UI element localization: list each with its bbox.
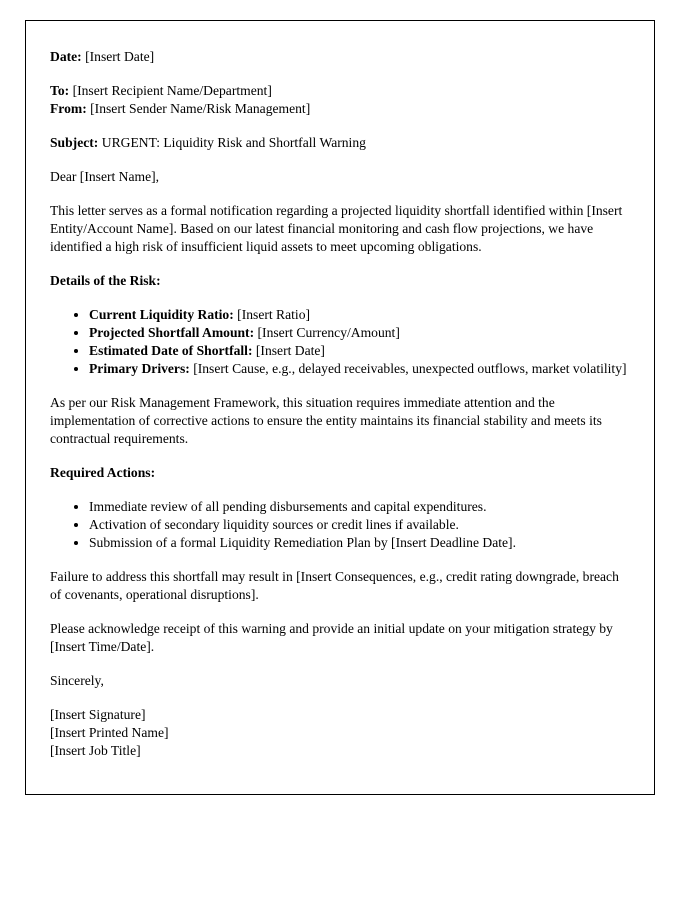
risk-details-list xyxy=(50,306,630,378)
risk-item-label: Projected Shortfall Amount: xyxy=(89,325,255,340)
list-item xyxy=(89,324,630,342)
list-item: • Immediate review of all pending disbursements and capital expenditures. xyxy=(89,498,630,516)
list-item xyxy=(89,360,630,378)
from-label: From: xyxy=(50,101,87,116)
list-item: • Activation of secondary liquidity sources or credit lines if available. xyxy=(89,516,630,534)
risk-item-text: [Insert Cause, e.g., delayed receivables, unexpected outflows, market volatility] xyxy=(193,361,627,376)
subject-value: URGENT: Liquidity Risk and Shortfall Warning xyxy=(101,135,366,150)
list-item xyxy=(89,306,630,324)
required-actions-list xyxy=(50,498,630,552)
salutation: Dear [Insert Name], xyxy=(50,169,160,184)
printed-name-line: [Insert Printed Name] xyxy=(50,725,169,740)
risk-item-text: [Insert Ratio] xyxy=(237,307,311,322)
subject-label: Subject: xyxy=(50,135,99,150)
risk-details-heading: Details of the Risk: xyxy=(50,273,161,288)
list-item: • Submission of a formal Liquidity Remediation Plan by [Insert Deadline Date]. xyxy=(89,534,630,552)
to-label: To: xyxy=(50,83,70,98)
closing: Sincerely, xyxy=(50,673,104,688)
letter-page xyxy=(25,20,655,795)
risk-item-label: Current Liquidity Ratio: xyxy=(89,307,234,322)
risk-item-text: [Insert Currency/Amount] xyxy=(257,325,400,340)
date-value: [Insert Date] xyxy=(85,49,155,64)
framework-paragraph: As per our Risk Management Framework, this situation requires immediate attention and the implementation of corrective actions to ensure the entity maintains its financial stability and meets its contractual requirements. xyxy=(50,395,602,446)
signature-block xyxy=(50,706,630,760)
signature-line: [Insert Signature] xyxy=(50,707,146,722)
risk-item-label: Estimated Date of Shortfall: xyxy=(89,343,253,358)
recipient-block xyxy=(50,82,630,118)
date-label: Date: xyxy=(50,49,82,64)
consequences-paragraph: Failure to address this shortfall may result in [Insert Consequences, e.g., credit rating downgrade, breach of covenants, operational disruptions]. xyxy=(50,569,619,602)
acknowledge-paragraph: Please acknowledge receipt of this warning and provide an initial update on your mitigation strategy by [Insert Time/Date]. xyxy=(50,621,613,654)
risk-item-label: Primary Drivers: xyxy=(89,361,190,376)
subject-line xyxy=(50,134,630,152)
job-title-line: [Insert Job Title] xyxy=(50,743,141,758)
intro-paragraph: This letter serves as a formal notification regarding a projected liquidity shortfall identified within [Insert Entity/Account Name]. Based on our latest financial monitoring and cash flow projections, we have identified a high risk of insufficient liquid assets to meet upcoming obligations. xyxy=(50,203,623,254)
date-line xyxy=(50,48,630,66)
required-actions-heading: Required Actions: xyxy=(50,465,156,480)
list-item xyxy=(89,342,630,360)
to-value: [Insert Recipient Name/Department] xyxy=(72,83,272,98)
from-value: [Insert Sender Name/Risk Management] xyxy=(90,101,311,116)
risk-item-text: [Insert Date] xyxy=(255,343,325,358)
